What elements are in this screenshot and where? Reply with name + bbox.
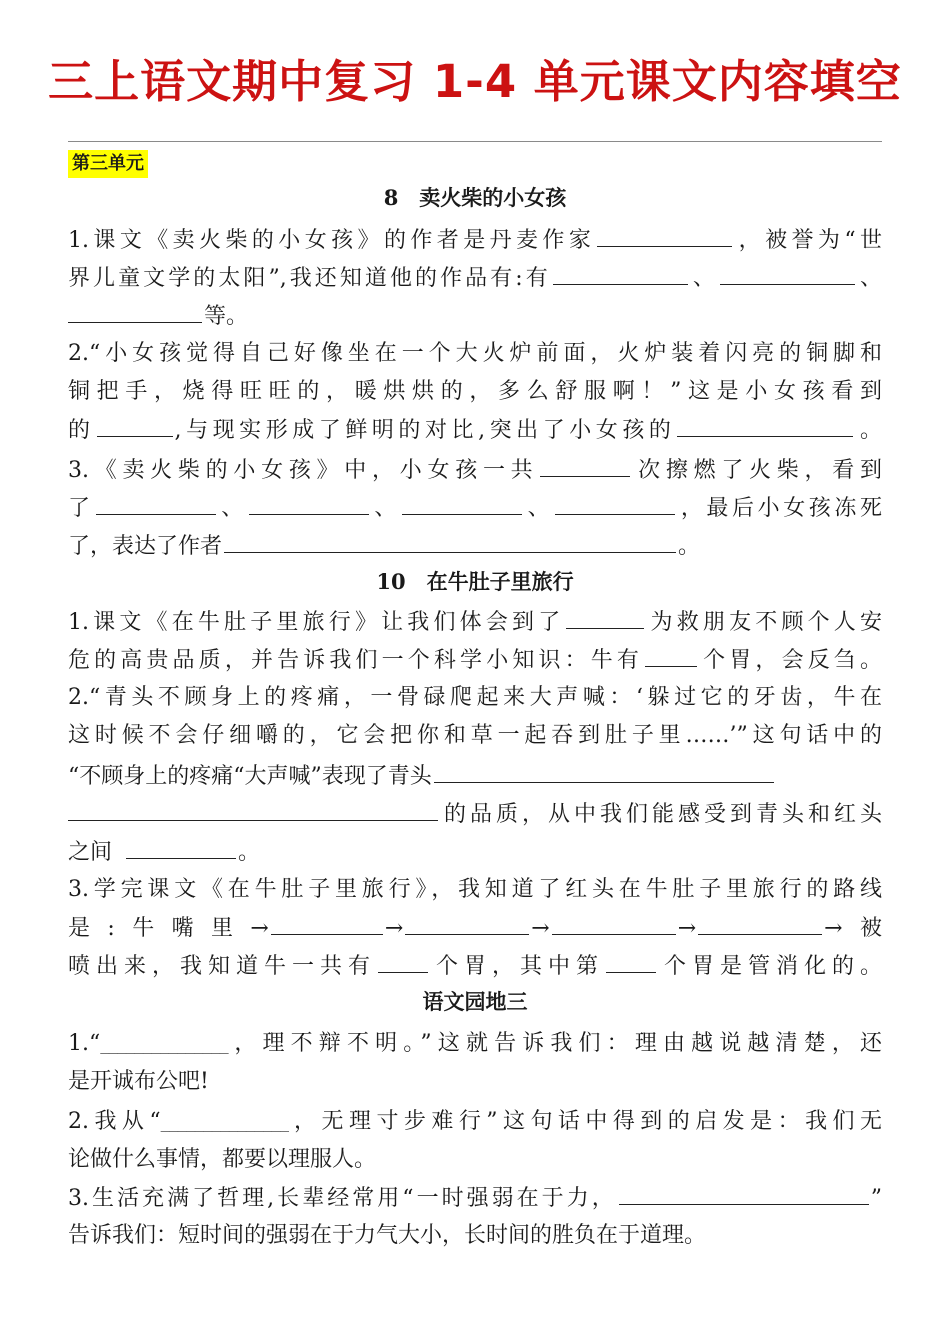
garden-q2-line1 [68,1104,882,1141]
l10-q3-line3 [68,948,882,985]
text: 个胃，会反刍。 [699,648,882,673]
garden-heading: 语文园地三 [422,989,528,1014]
garden-q2-line2 [68,1142,882,1178]
blank-vision-1[interactable] [96,490,216,515]
text: 论做什么事情，都要以理服人。 [68,1147,377,1172]
text: 3.生活充满了哲理,长辈经常用“一时强弱在于力， [68,1186,617,1211]
text: 、 [689,266,718,291]
title-divider [68,141,882,142]
blank-scene[interactable] [97,412,173,437]
blank-route-3[interactable] [552,910,676,935]
arrow-text: → [384,916,404,941]
text: 这时候不会仔细嚼的，它会把你和草一起吞到肚子里……’”这句话中的 [68,723,882,748]
l10-q2-line4 [68,796,882,833]
l10-q2-line3 [68,758,882,795]
text: 的品质，从中我们能感受到青头和红头 [440,802,882,827]
blank-stomach-count[interactable] [378,948,428,973]
lesson-8-heading: 8 卖火柴的小女孩 [383,185,567,210]
garden-q3-line1 [68,1180,882,1217]
text: 界儿童文学的太阳”,我还知道他的作品有:有 [68,266,551,291]
blank-stomachs[interactable] [645,642,697,667]
blank-stomach-digest[interactable] [606,948,656,973]
l8-q1-line3 [68,298,882,335]
text: 个胃，其中第 [429,954,604,979]
text: 、 [524,496,554,521]
blank-work-2[interactable] [720,260,855,285]
text: 为救朋友不顾个人安 [646,610,882,635]
blank-contrast[interactable] [677,412,853,437]
blank-route-4[interactable] [698,910,822,935]
l8-q2-line3 [68,412,882,449]
text: 2.“小女孩觉得自己好像坐在一个大火炉前面，火炉装着闪亮的铜脚和 [68,341,882,366]
text: 1.“ [68,1031,101,1056]
text: ,与现实形成了鲜明的对比,突出了小女孩的 [174,418,676,443]
text: 了，表达了作者 [68,534,223,559]
text: 1.课文《卖火柴的小女孩》的作者是丹麦作家 [68,228,596,253]
unit-tag: 第三单元 [68,150,148,178]
l10-q1-line1 [68,604,882,641]
page-title: 三上语文期中复习 1-4 单元课文内容填空 [48,55,902,108]
l8-q2-line1 [68,336,882,372]
blank-friendship[interactable] [126,834,236,859]
blank-author[interactable] [597,222,732,247]
l8-q1-line1 [68,222,882,259]
l8-q2-line2 [68,374,882,410]
l10-q2-line5 [68,834,882,871]
text: 。 [678,534,701,559]
l8-q3-line2 [68,490,882,527]
text: “不顾身上的疼痛“大声喊”表现了青头 [68,764,432,789]
text: 危的高贵品质，并告诉我们一个科学小知识：牛有 [68,648,644,673]
garden-q1-line2 [68,1064,882,1100]
text: 铜把手，烧得旺旺的，暖烘烘的，多么舒服啊！”这是小女孩看到 [68,379,882,404]
garden-q1-line1 [68,1026,882,1063]
blank-vision-2[interactable] [249,490,369,515]
blank-vision-3[interactable] [402,490,522,515]
text: 的 [68,418,95,443]
l10-q2-line1 [68,680,882,716]
text: 、 [217,496,247,521]
text: ，理不辩不明。”这就告诉我们：理由越说越清楚，还 [228,1031,882,1056]
l10-q3-line1 [68,872,882,908]
text: ，最后小女孩冻死 [677,496,882,521]
blank-quality-1[interactable] [434,758,774,783]
text: 3.《卖火柴的小女孩》中，小女孩一共 [68,458,539,483]
text: 个胃是管消化的。 [657,954,882,979]
l8-q3-line3 [68,528,882,565]
blank-proverb[interactable] [619,1180,869,1205]
blank-times[interactable] [540,452,630,477]
arrow-text: → [677,916,697,941]
text: 喷出来，我知道牛一共有 [68,954,376,979]
text: 、 [856,266,882,291]
l8-q1-line2 [68,260,882,297]
text: 2.我从“ [68,1109,161,1134]
text: ，无理寸步难行”这句话中得到的启发是：我们无 [288,1109,882,1134]
text: 1.课文《在牛肚子里旅行》让我们体会到了 [68,610,565,635]
text: 之间 [68,840,113,865]
l10-q3-line2 [68,910,882,947]
text: 是开诚布公吧! [68,1069,209,1094]
arrow-text: → [531,916,550,941]
l10-q2-line2 [68,718,882,754]
lesson-10-heading: 10 在牛肚子里旅行 [376,569,574,594]
underscore-blank[interactable]: _______________ [100,1036,229,1054]
blank-work-3[interactable] [68,298,202,323]
blank-friend[interactable] [566,604,644,629]
l10-q1-line2 [68,642,882,679]
text: →被 [824,916,882,941]
blank-vision-4[interactable] [555,490,675,515]
text: 3.学完课文《在牛肚子里旅行》，我知道了红头在牛肚子里旅行的路线 [68,877,882,902]
text: 2.“青头不顾身上的疼痛，一骨碌爬起来大声喊：‘躲过它的牙齿，牛在 [68,685,882,710]
text: ” [870,1186,882,1211]
text: ，被誉为“世 [734,228,882,253]
l8-q3-line1 [68,452,882,489]
blank-route-2[interactable] [405,910,529,935]
text: 。 [855,418,882,443]
blank-work-1[interactable] [553,260,688,285]
text: 。 [238,840,261,865]
text: 告诉我们：短时间的强弱在于力气大小，长时间的胜负在于道理。 [68,1223,707,1248]
blank-route-1[interactable] [271,910,383,935]
text: 、 [370,496,401,521]
text: 次擦燃了火柴，看到 [632,458,882,483]
text: 是:牛嘴里→ [68,916,269,941]
underscore-blank[interactable]: _______________ [160,1114,289,1132]
text: 了 [68,496,94,521]
blank-feeling[interactable] [224,528,676,553]
garden-q3-line2 [68,1218,882,1254]
blank-quality-2[interactable] [68,796,438,821]
text: 等。 [204,304,249,329]
